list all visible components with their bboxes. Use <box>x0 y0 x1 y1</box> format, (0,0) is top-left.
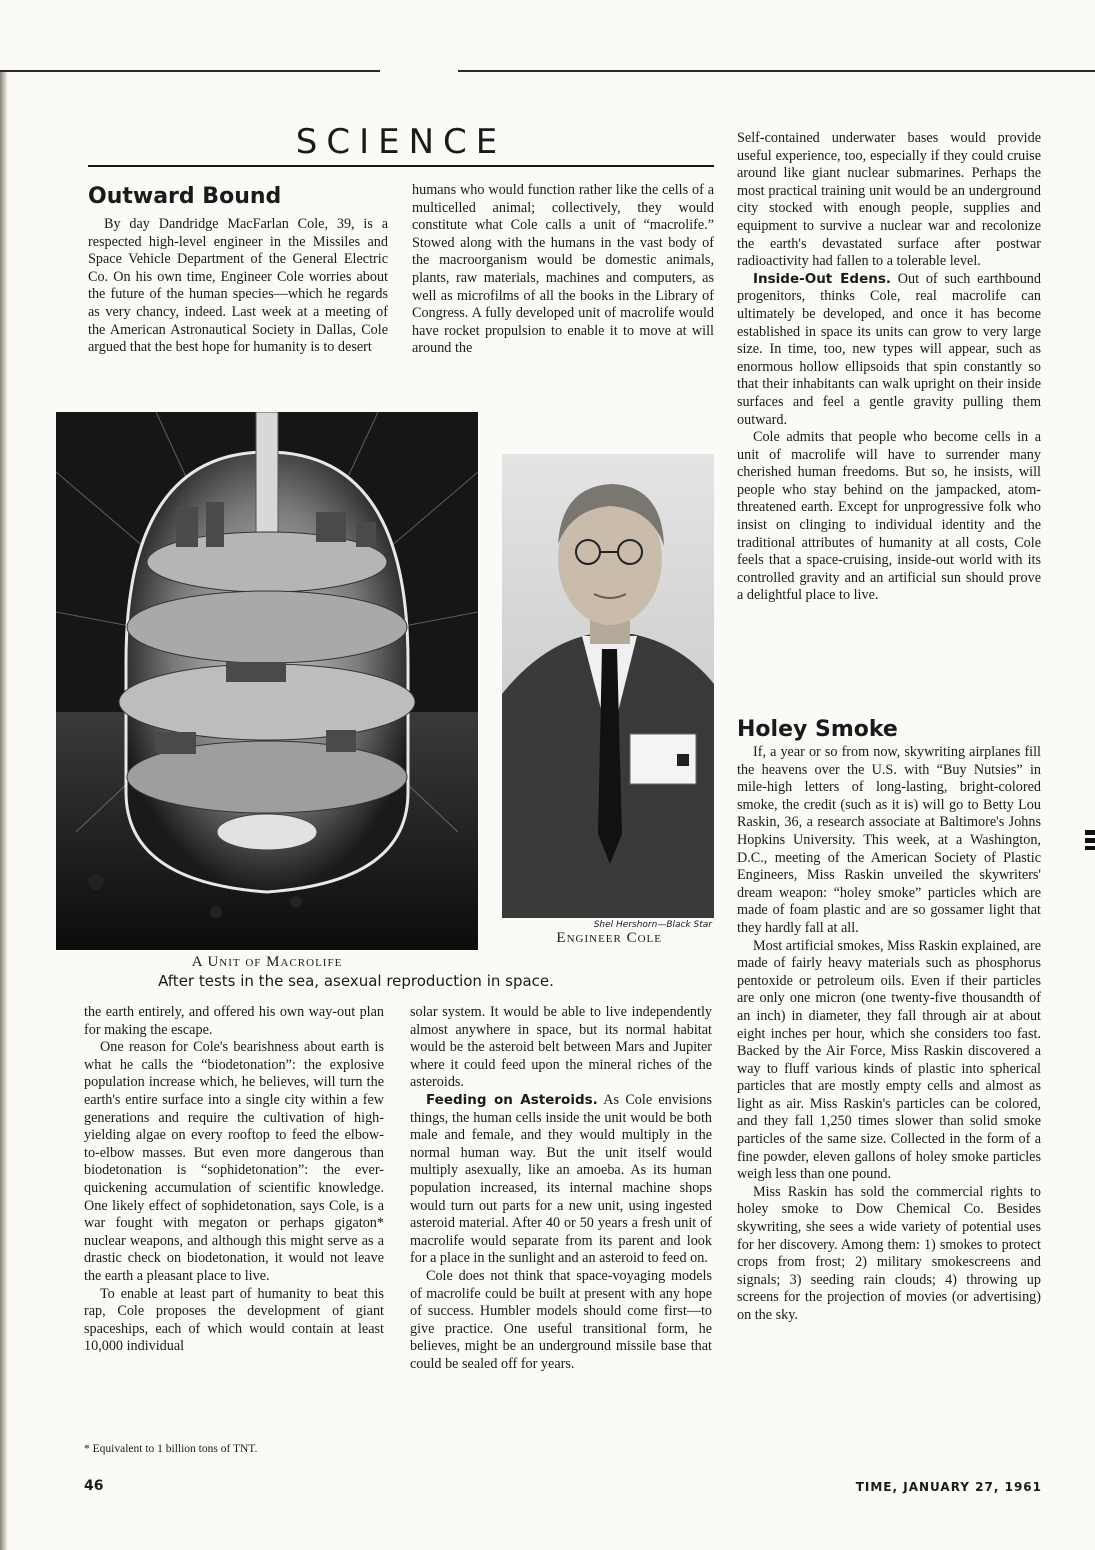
article1-col2-top <box>412 182 714 358</box>
article1-col1-top <box>88 216 388 357</box>
macrolife-illustration <box>56 412 478 950</box>
paragraph-feeding <box>410 1092 712 1268</box>
paragraph-text: Out of such earthbound progenitors, thinks Cole, real macrolife can ultimately be developed, and once it has become established in space its units can grow to very large size. In time, too, new types will appear, such as enormous hollow ellipsoids that spin constantly so that their inhabitants can walk upright on their inside surfaces and feel a gentle gravity pulling them outward. <box>737 270 1041 428</box>
paragraph-edens <box>737 271 1041 429</box>
footnote: * Equivalent to 1 billion tons of TNT. <box>84 1443 258 1455</box>
headline-holey-smoke: Holey Smoke <box>737 717 898 742</box>
paragraph: If, a year or so from now, skywriting airplanes fill the heavens over the U.S. with “Buy Nutsies” in mile-high letters of long-lasting, bright-colored smoke, the credit (such as it is) will go to Betty Lou Raskin, 36, a research associate at Baltimore's Johns Hopkins University. This week, at a Washington, D.C., meeting of the American Society of Plastic Engineers, Miss Raskin unveiled the skywriters' dream weapon: “holey smoke” particles which are made of foam plastic and are so gossamer light that they hardly fall at all. <box>737 744 1041 936</box>
portrait-photo-cole <box>502 454 714 918</box>
paragraph: Miss Raskin has sold the commercial rights to holey smoke to Dow Chemical Co. Besides skywriting, she sees a wide variety of potential uses for her discovery. Among them: 1) smokes to protect crops from frost; 2) military smokescreens and signals; 3) seeding rain clouds; 4) throwing up screens for the projection of movies (or advertising) on the sky. <box>737 1183 1041 1323</box>
paragraph: the earth entirely, and offered his own way-out plan for making the escape. <box>84 1004 384 1038</box>
article1-col1-bottom <box>84 1004 384 1356</box>
section-title: SCIENCE <box>295 122 507 162</box>
issue-dateline: TIME, JANUARY 27, 1961 <box>855 1480 1042 1494</box>
macrolife-caption-title: A Unit of Macrolife <box>191 954 343 970</box>
article1-col3 <box>737 130 1041 605</box>
page-binding-edge <box>0 70 8 1550</box>
portrait-credit: Shel Hershorn—Black Star <box>593 920 712 930</box>
article1-col2-bottom <box>410 1004 712 1373</box>
paragraph: Self-contained underwater bases would provide useful experience, too, especially if they could cruise around like giant nuclear submarines. Perhaps the most practical training unit would be an underground city stocked with enough people, supplies and equipment to survive a nuclear war and recolonize the earth's devastated surface after postwar radioactivity had fallen to a tolerable level. <box>737 130 1041 270</box>
top-rule-right <box>458 70 1095 72</box>
paragraph: Cole admits that people who become cells in a unit of macrolife will have to surrender many cherished human freedoms. But so, he insists, will people who stay behind on the jampacked, atom-threatened earth. Except for unprogressive folk who insist on clinging to individual identity and the traditional attributes of humanity at all costs, Cole feels that a space-cruising, inside-out world with its controlled gravity and an artificial sun should prove a delightful place to live. <box>737 429 1041 604</box>
paragraph: solar system. It would be able to live independently almost anywhere in space, but its normal habitat would be the asteroid belt between Mars and Jupiter where it could feed upon the mineral riches of the asteroids. <box>410 1004 712 1091</box>
article2-col3 <box>737 744 1041 1325</box>
paragraph: humans who would function rather like the cells of a multicelled animal; collectively, they would constitute what Cole calls a unit of “macrolife.” Stowed along with the humans in the vast body of the macroorganism would be domestic animals, plants, raw materials, machines and computers, as well as microfilms of all the books in the Library of Congress. A fully developed unit of macrolife would have rocket propulsion to enable it to move at will around the <box>412 182 714 357</box>
page-number: 46 <box>84 1478 104 1494</box>
headline-outward-bound: Outward Bound <box>88 184 282 209</box>
paragraph-text: As Cole envisions things, the human cells inside the unit would be both male and female, and they would multiply in the normal human way. But the unit itself would multiply asexually, like an amoeba. As its human population increased, its internal machine shops would turn out parts for a new unit, using ingested asteroid material. After 40 or 50 years a fresh unit of macrolife would separate from its parent and look for a place in the sunlight and an asteroid to feed on. <box>410 1091 712 1267</box>
macrolife-caption-text: After tests in the sea, asexual reproduction in space. <box>158 972 554 990</box>
subhead-feeding-on-asteroids: Feeding on Asteroids. <box>426 1091 598 1108</box>
paragraph: By day Dandridge MacFarlan Cole, 39, is a respected high-level engineer in the Missiles and Space Vehicle Department of the General Electric Co. On his own time, Engineer Cole worries about the future of the human species—which he regards as very chancy, indeed. Last week at a meeting of the American Astronautical Society in Dallas, Cole argued that the best hope for humanity is to desert <box>88 216 388 356</box>
top-rule-left <box>0 70 380 72</box>
subhead-inside-out-edens: Inside-Out Edens. <box>753 270 891 287</box>
section-rule <box>88 165 714 167</box>
page-edge-mark <box>1085 830 1095 850</box>
paragraph: To enable at least part of humanity to beat this rap, Cole proposes the development of giant spaceships, each of which would contain at least 10,000 individual <box>84 1285 384 1355</box>
paragraph: One reason for Cole's bearishness about earth is what he calls the “biodetonation”: the explosive population increase which, he believes, will turn the earth's entire surface into a single city within a few generations and require the cultivation of high-yielding algae on every rooftop to feed the elbow-to-elbow masses. But even more dangerous than biodetonation is “sophidetonation”: the ever-quickening accumulation of scientific knowledge. One likely effect of sophidetonation, says Cole, is a war fought with megaton or perhaps gigaton* nuclear weapons, and although this might serve as a drastic check on biodetonation, it would not leave the earth a pleasant place to live. <box>84 1039 384 1284</box>
paragraph: Cole does not think that space-voyaging models of macrolife could be built at present with any hope of success. Humbler models should come first—to give practice. One useful transitional form, he believes, might be an underground missile base that could be sealed off for years. <box>410 1267 712 1372</box>
paragraph: Most artificial smokes, Miss Raskin explained, are made of fairly heavy materials such as phosphorus pentoxide or petroleum oils. Even if their particles are only one micron (one twenty-five thousandth of an inch) in diameter, they fall through air at about eight inches per hour, which she considers too fast. Backed by the Air Force, Miss Raskin discovered a way to fluff various kinds of plastic into spherical particles that are mostly empty cells and almost as light as air. Miss Raskin's particles can be colored, and they fall 1,250 times slower than solid smoke particles of the same size. Collected in the form of a fine powder, eleven gallons of holey smoke particles weigh less than one pound. <box>737 937 1041 1183</box>
portrait-caption: Engineer Cole <box>556 930 662 946</box>
